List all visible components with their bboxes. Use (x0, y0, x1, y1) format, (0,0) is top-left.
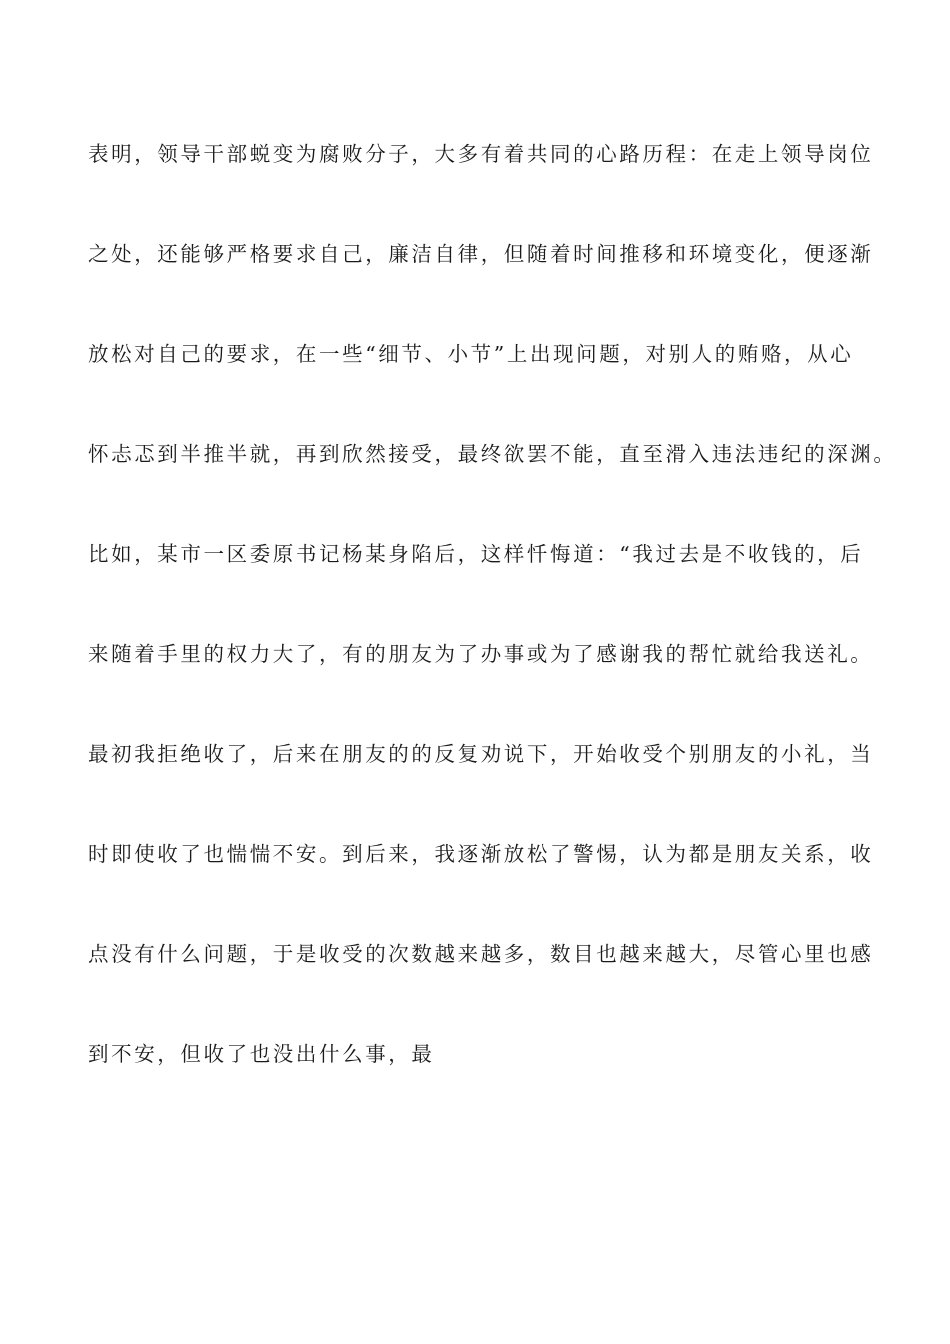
text-line: 放松对自己的要求，在一些“细节、小节”上出现问题，对别人的贿赂，从心 (88, 342, 854, 366)
text-line: 怀忐忑到半推半就，再到欣然接受，最终欲罢不能，直至滑入违法违纪的深渊。 (88, 442, 897, 466)
text-line: 比如，某市一区委原书记杨某身陷后，这样忏悔道：“我过去是不收钱的，后 (88, 542, 864, 566)
text-line: 点没有什么问题，于是收受的次数越来越多，数目也越来越大，尽管心里也感 (88, 942, 874, 966)
text-line: 表明，领导干部蜕变为腐败分子，大多有着共同的心路历程：在走上领导岗位 (88, 142, 874, 166)
text-line: 之处，还能够严格要求自己，廉洁自律，但随着时间推移和环境变化，便逐渐 (88, 242, 874, 266)
text-line: 到不安，但收了也没出什么事，最 (88, 1042, 435, 1066)
text-line: 来随着手里的权力大了，有的朋友为了办事或为了感谢我的帮忙就给我送礼。 (88, 642, 874, 666)
text-line: 最初我拒绝收了，后来在朋友的的反复劝说下，开始收受个别朋友的小礼，当 (88, 742, 874, 766)
body-text (88, 134, 897, 1134)
text-line: 时即使收了也惴惴不安。到后来，我逐渐放松了警惕，认为都是朋友关系，收 (88, 842, 874, 866)
